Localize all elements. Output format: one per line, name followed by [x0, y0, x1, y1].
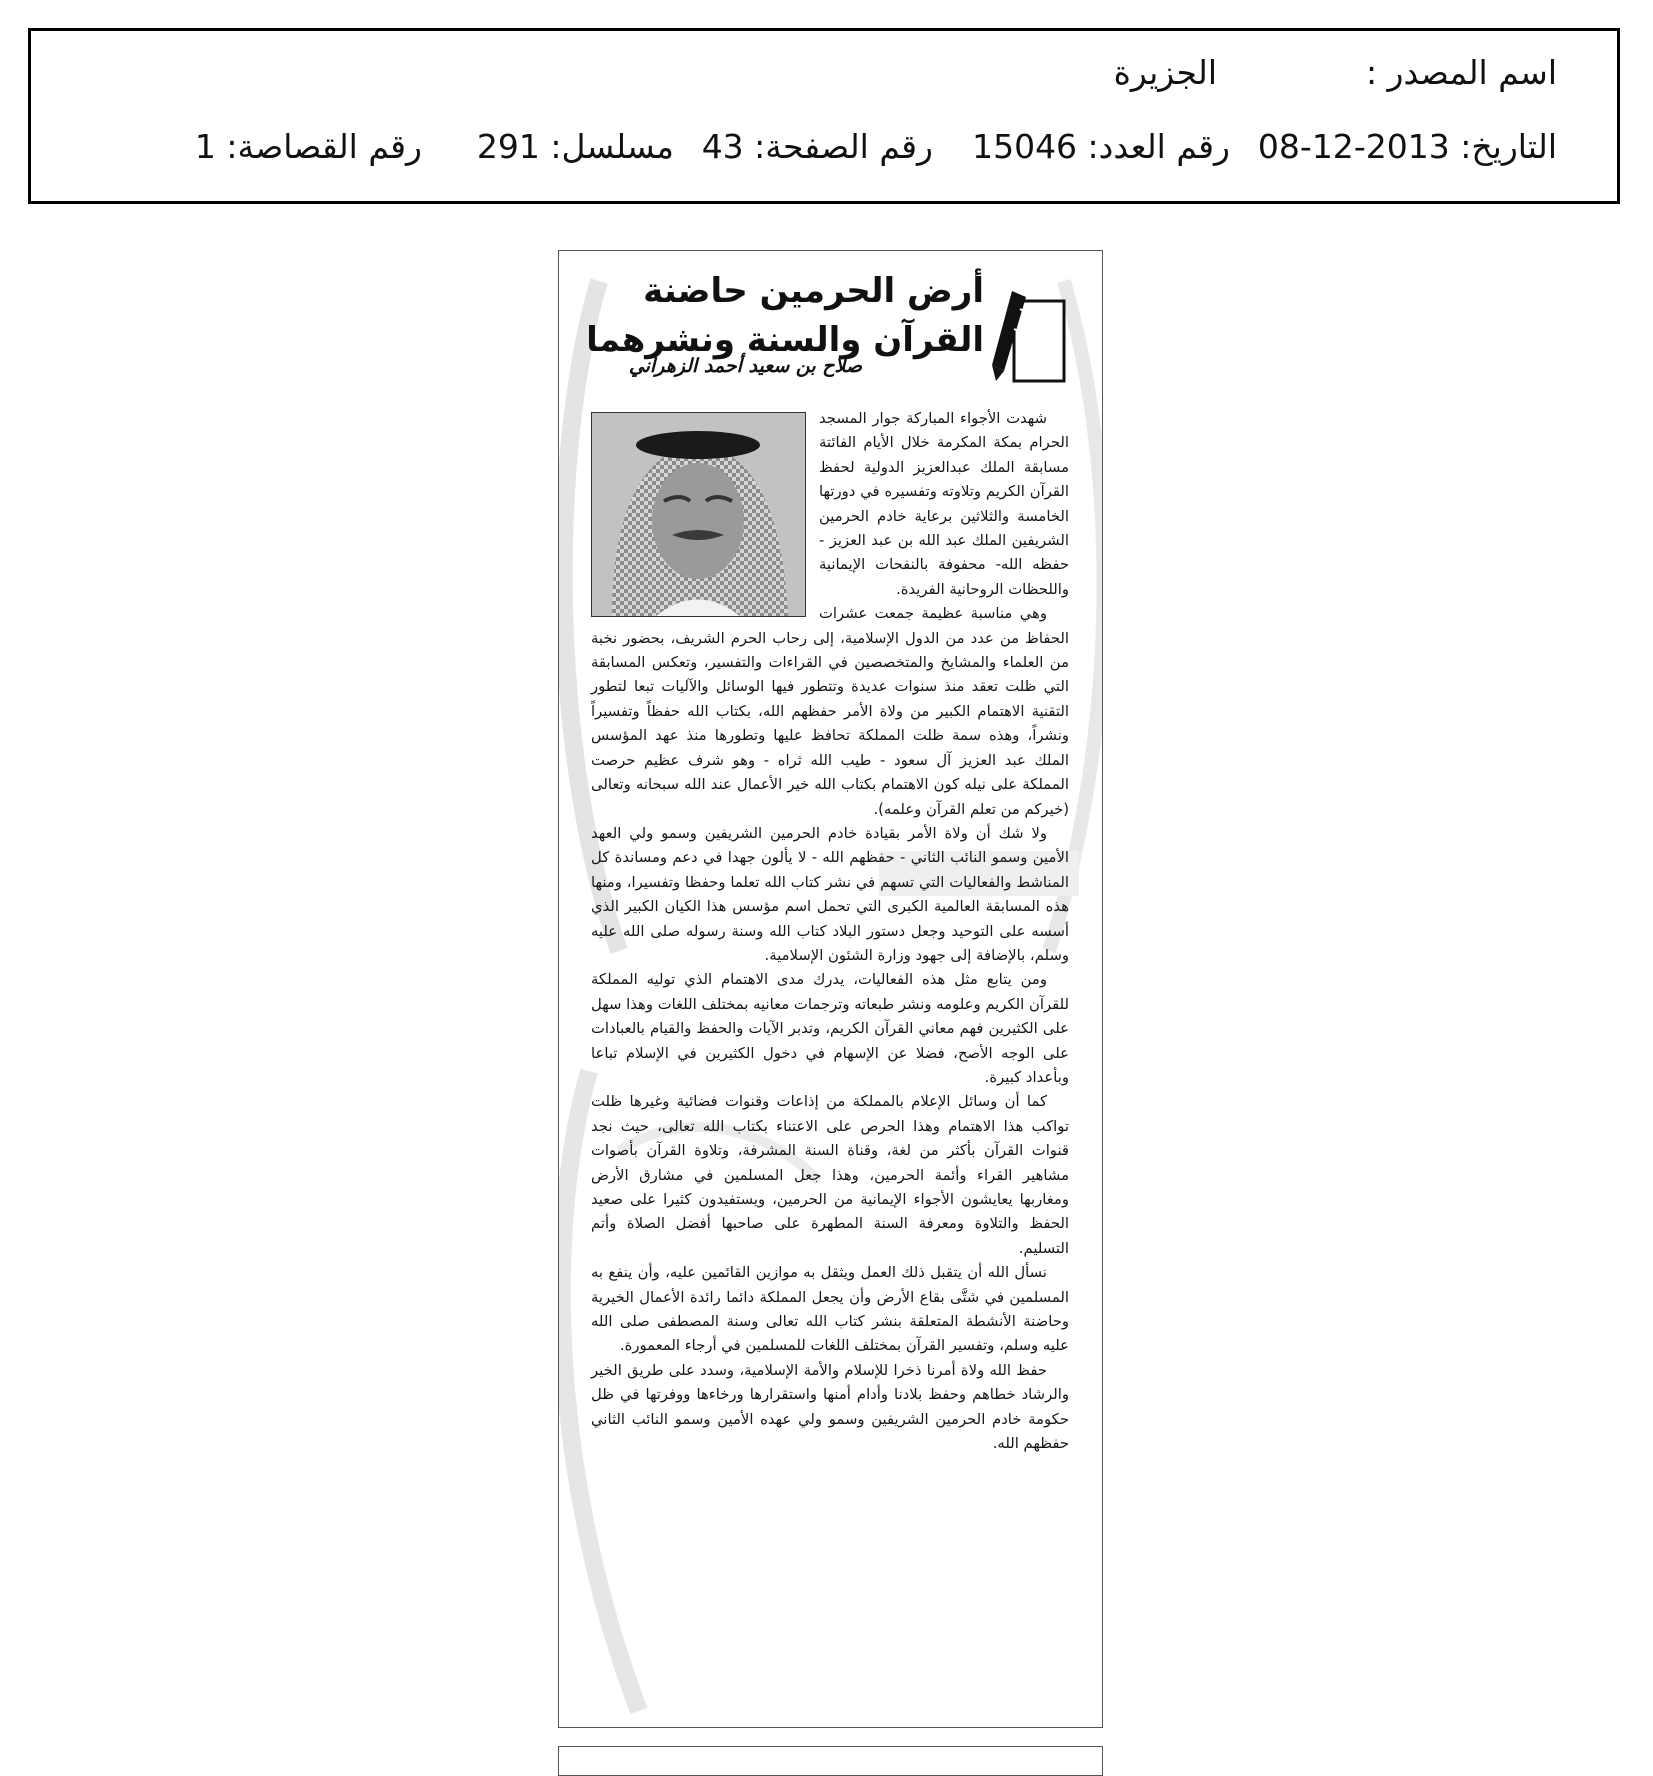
article-paragraph-6: نسأل الله أن يتقبل ذلك العمل ويثقل به موازين القائمين عليه، وأن ينفع به المسلمين في شتَّى بقاع الأرض وأن يجعل المملكة دائما رائدة الأعمال الخيرية وحاضنة الأنشطة المتعلقة بنشر كتاب الله تعالى وسنة المصطفى صلى الله عليه وسلم، وتفسير القرآن بمختلف اللغات للمسلمين في أرجاء المعمورة. — [591, 1264, 1069, 1355]
article-body — [591, 407, 1069, 1456]
source-value: الجزيرة — [1113, 53, 1217, 92]
article-paragraph-2: وهي مناسبة عظيمة جمعت عشرات الحفاظ من عدد من الدول الإسلامية، إلى رحاب الحرم الشريف، بحضور نخبة من العلماء والمشايخ والمتخصصين في القراءات والتفسير، وتعكس المسابقة التي ظلت تعقد منذ سنوات عديدة وتتطور فيها الوسائل والآليات تبعا لتطور التقنية الاهتمام الكبير من ولاة الأمر حفظهم الله، بكتاب الله حفظاً وتفسيراً ونشراً، وهذه سمة ظلت المملكة تحافظ عليها وتطورها منذ عهد المؤسس الملك عبد العزيز آل سعود - طيب الله ثراه - وهو شرف عظيم حرصت المملكة على نيله كون الاهتمام بكتاب الله خير الأعمال عند الله سبحانه وتعالى (خيركم من تعلم القرآن وعلمه). — [591, 605, 1069, 818]
issue-number-field: رقم العدد: 15046 — [972, 127, 1230, 166]
article-paragraph-4: ومن يتابع مثل هذه الفعاليات، يدرك مدى الاهتمام الذي توليه المملكة للقرآن الكريم وعلومه ونشر طبعاته وترجمات معانيه بمختلف اللغات وهذا سهل على الكثيرين فهم معاني القرآن الكريم، وتدبر الآيات والحفظ والقيام بالعبادات على الوجه الأصح، فضلا عن الإسهام في دخول الكثيرين في الإسلام تباعا وبأعداد كبيرة. — [591, 971, 1069, 1086]
article-paragraph-3: ولا شك أن ولاة الأمر بقيادة خادم الحرمين الشريفين وسمو ولي العهد الأمين وسمو النائب الثاني - حفظهم الله - لا يألون جهدا في دعم ومساندة كل المناشط والفعاليات التي تسهم في نشر كتاب الله تعلما وحفظا وتفسيرا، ومنها هذه المسابقة العالمية الكبرى التي تحمل اسم مؤسس هذا الكيان الكبير الذي أسسه على التوحيد وجعل دستور البلاد كتاب الله وسنة رسوله صلى الله عليه وسلم، بالإضافة إلى جهود وزارة الشئون الإسلامية. — [591, 824, 1069, 964]
article-paragraph-7: حفظ الله ولاة أمرنا ذخرا للإسلام والأمة الإسلامية، وسدد على طريق الخير والرشاد خطاهم وحفظ بلادنا وأدام أمنها واستقرارها ورخاءها ووفرتها في ظل حكومة خادم الحرمين الشريفين وسمو ولي عهده الأمين وسمو النائب الثاني حفظهم الله. — [591, 1361, 1069, 1453]
photo-wrap-spacer — [591, 407, 819, 613]
clip-info-box — [28, 28, 1620, 204]
page-number-field: رقم الصفحة: 43 — [701, 127, 933, 166]
newspaper-clipping — [558, 250, 1103, 1728]
article-headline: أرض الحرمين حاضنة القرآن والسنة ونشرهما — [586, 271, 984, 360]
article-paragraph-1: شهدت الأجواء المباركة جوار المسجد الحرام بمكة المكرمة خلال الأيام الفائتة مسابقة الملك عبدالعزيز الدولية لحفظ القرآن الكريم وتلاوته وتفسيره في دورتها الخامسة والثلاثين برعاية خادم الحرمين الشريفين الملك عبد الله بن عبد العزيز - حفظه الله- محفوفة بالنفحات الإيمانية واللحظات الروحانية الفريدة. — [819, 410, 1069, 598]
pen-column-icon — [990, 287, 1066, 383]
source-label: اسم المصدر : — [1365, 53, 1557, 92]
next-clipping-edge — [558, 1746, 1103, 1776]
serial-number-field: مسلسل: 291 — [476, 127, 674, 166]
date-field: التاريخ: 2013-12-08 — [1257, 127, 1557, 166]
clip-number-field: رقم القصاصة: 1 — [194, 127, 422, 166]
article-paragraph-5: كما أن وسائل الإعلام بالمملكة من إذاعات وقنوات فضائية وغيرها ظلت تواكب هذا الاهتمام وهذا الحرص على الاعتناء بكتاب الله تعالى، حيث نجد قنوات القرآن بأكثر من لغة، وقناة السنة المشرفة، وتلاوة القرآن بأصوات مشاهير القراء وأئمة الحرمين، وهذا جعل المسلمين في مشارق الأرض ومغاربها يعايشون الأجواء الإيمانية من الحرمين، ويستفيدون كثيرا على صعيد الحفظ والتلاوة ومعرفة السنة المطهرة على صاحبها أفضل الصلاة وأتم التسليم. — [591, 1093, 1069, 1257]
author-byline: صلاح بن سعيد أحمد الزهراني — [628, 355, 862, 377]
